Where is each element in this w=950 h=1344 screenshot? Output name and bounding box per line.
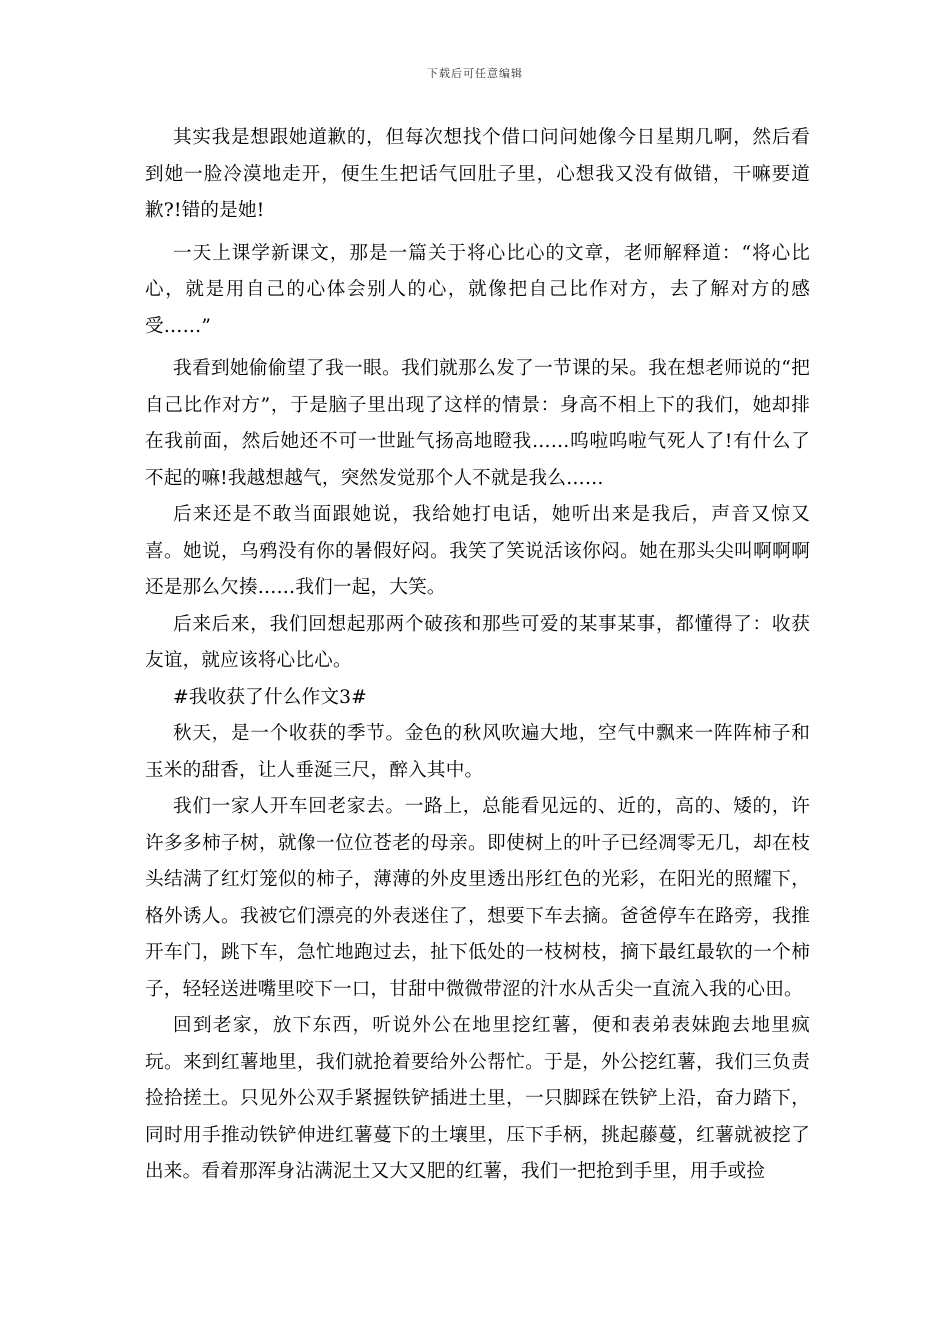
paragraph-persimmons: 我们一家人开车回老家去。一路上，总能看见远的、近的，高的、矮的，许许多多柿子树，就像一位位苍老的母亲。即使树上的叶子已经凋零无几，却在枝头结满了红灯笼似的柿子，薄薄的外皮里透出彤红色的光彩，在阳光的照耀下，格外诱人。我被它们漂亮的外表迷住了，想要下车去摘。爸爸停车在路旁，我推开车门，跳下车，急忙地跑过去，扯下低处的一枝树枝，摘下最红最软的一个柿子，轻轻送进嘴里咬下一口，甘甜中微微带涩的汁水从舌尖一直流入我的心田。 <box>145 796 810 1000</box>
paragraph-lesson: 一天上课学新课文，那是一篇关于将心比心的文章，老师解释道：“将心比心，就是用自己的心体会别人的心，就像把自己比作对方，去了解对方的感受……” <box>145 242 810 337</box>
paragraph-apology: 其实我是想跟她道歉的，但每次想找个借口问问她像今日星期几啊，然后看到她一脸冷漠地走开，便生生把话气回肚子里，心想我又没有做错，干嘛要道歉?!错的是她! <box>145 127 810 221</box>
paragraph-autumn: 秋天，是一个收获的季节。金色的秋风吹遍大地，空气中飘来一阵阵柿子和玉米的甜香，让人垂涎三尺，醉入其中。 <box>145 723 810 781</box>
page-header: 下载后可任意编辑 <box>427 67 523 80</box>
paragraph-daydream: 我看到她偷偷望了我一眼。我们就那么发了一节课的呆。我在想老师说的“把自己比作对方”，于是脑子里出现了这样的情景：身高不相上下的我们，她却排在我前面，然后她还不可一世趾气扬高地瞪我……呜啦呜啦气死人了!有什么了不起的嘛!我越想越气，突然发觉那个人不就是我么…… <box>145 358 810 489</box>
document-body <box>145 120 810 1191</box>
paragraph-sweet-potatoes: 回到老家，放下东西，听说外公在地里挖红薯，便和表弟表妹跑去地里疯玩。来到红薯地里，我们就抢着要给外公帮忙。于是，外公挖红薯，我们三负责捡拾搓土。只见外公双手紧握铁铲插进土里，一只脚踩在铁铲上沿，奋力踏下，同时用手推动铁铲伸进红薯蔓下的土壤里，压下手柄，挑起藤蔓，红薯就被挖了出来。看着那浑身沾满泥土又大又肥的红薯，我们一把抢到手里，用手或捡 <box>145 1015 810 1182</box>
paragraph-phone-call: 后来还是不敢当面跟她说，我给她打电话，她听出来是我后，声音又惊又喜。她说，乌鸦没有你的暑假好闷。我笑了笑说活该你闷。她在那头尖叫啊啊啊还是那么欠揍……我们一起，大笑。 <box>145 504 810 598</box>
section-heading: #我收获了什么作文3# <box>173 686 367 708</box>
paragraph-friendship: 后来后来，我们回想起那两个破孩和那些可爱的某事某事，都懂得了：收获友谊，就应该将心比心。 <box>145 613 810 671</box>
